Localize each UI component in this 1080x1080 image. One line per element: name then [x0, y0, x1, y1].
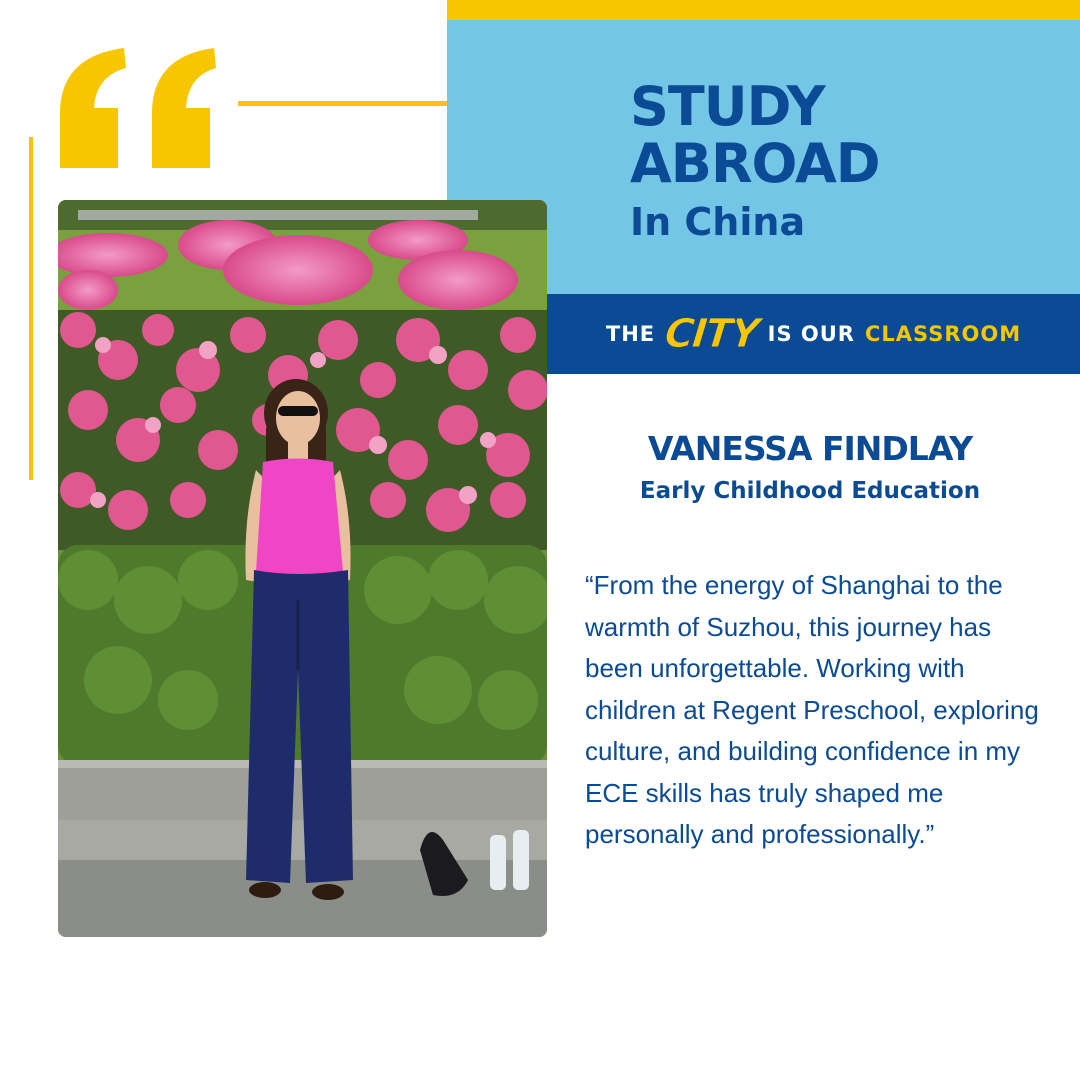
tagline-city: CITY: [662, 311, 761, 357]
tagline-middle: IS OUR: [767, 322, 855, 346]
student-photo: [58, 200, 547, 937]
accent-line-vertical: [29, 137, 33, 480]
hero-subtitle: In China: [630, 200, 806, 244]
testimonial-quote: “From the energy of Shanghai to the warmth of Suzhou, this journey has been unforgettable. Working with children at Regent Preschool, exploring culture, and building confidence in my ECE skills has truly shaped me personally and professionally.”: [585, 570, 1039, 849]
tagline-classroom: CLASSROOM: [864, 322, 1022, 346]
tagline-bar: [547, 294, 1080, 374]
tagline-the: THE: [605, 322, 656, 346]
hero-yellow-band: [447, 0, 1080, 20]
hero-title: STUDY ABROAD: [630, 75, 880, 195]
student-name: VANESSA FINDLAY: [647, 429, 973, 468]
student-program: Early Childhood Education: [639, 478, 981, 504]
photo-illustration: [58, 200, 547, 937]
quote-mark-icon: [56, 44, 216, 174]
